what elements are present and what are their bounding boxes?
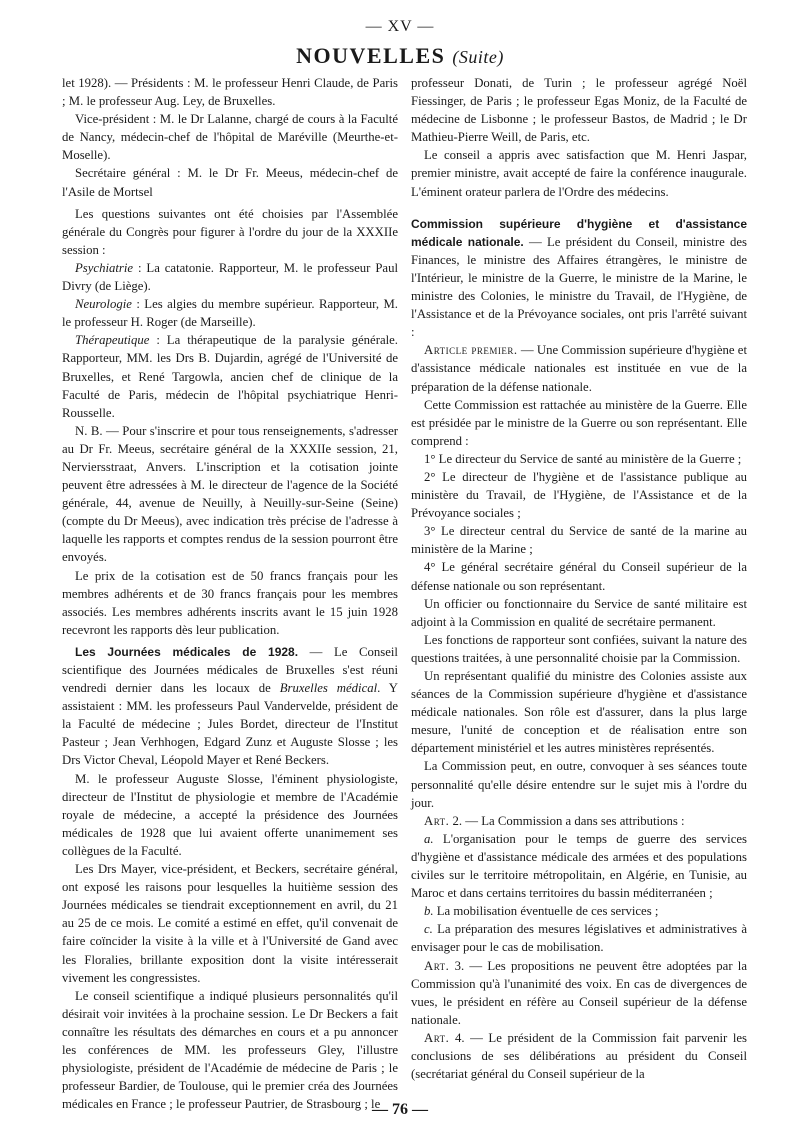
paragraph-text: La préparation des mesures législatives et administratives à envisager pour le cas de mobilisation.	[411, 922, 747, 955]
paragraph	[62, 643, 398, 770]
paragraph-text: . Y assistaient : MM. les professeurs Paul Vandervelde, président de la Faculté de médecine ; Jules Bordet, directeur de l'Institut Pasteur ; Jean Verhhogen, Edgard Zunz et Auguste Slosse ; les Drs Victor Cheval, Léopold Mayer et René Beckers.	[62, 681, 398, 768]
item-letter: c.	[424, 922, 433, 937]
page-number: — 76 —	[372, 1101, 428, 1118]
topic-label: Thérapeutique	[75, 333, 150, 348]
list-item: 1° Le directeur du Service de santé au ministère de la Guerre ;	[424, 451, 742, 466]
paragraph: Secrétaire général : M. le Dr Fr. Meeus, médecin-chef de l'Asile de Mortsel	[62, 166, 398, 199]
paragraph-text: 2. — La Commission a dans ses attributions :	[449, 813, 685, 828]
paragraph: Le conseil a appris avec satisfaction que M. Henri Jaspar, premier ministre, avait accepté de faire la conférence inaugurale. L'éminent orateur parlera de l'Ordre des médecins.	[411, 148, 747, 199]
item-letter: a.	[424, 831, 434, 846]
paragraph: Un officier ou fonctionnaire du Service de santé militaire est adjoint à la Commission en qualité de secrétaire permanent.	[411, 596, 747, 629]
left-column	[62, 74, 398, 1113]
list-item: 2° Le directeur de l'hygiène et de l'assistance publique au ministère du Travail, de l'Hygiène, de l'Assistance et de la Prévoyance sociales ;	[411, 469, 747, 521]
paragraph	[62, 259, 398, 295]
publication-title: Bruxelles médical	[279, 681, 378, 696]
paragraph: La Commission peut, en outre, convoquer à ses séances toute personnalité qu'elle désire entendre sur le sujet mis à l'ordre du jour.	[411, 759, 747, 810]
paragraph-text: La mobilisation éventuelle de ces services ;	[433, 904, 659, 919]
paragraph: Vice-président : M. le Dr Lalanne, chargé de cours à la Faculté de Nancy, médecin-chef de l'hôpital de Maréville (Meurthe-et-Moselle).	[62, 112, 398, 163]
paragraph-text: 3. — Les propositions ne peuvent être adoptées par la Commission qu'à l'unanimité des voix. En cas de divergences de vues, le président en réfère au Conseil supérieur de la défense nationale.	[411, 958, 747, 1027]
paragraph: M. le professeur Auguste Slosse, l'éminent physiologiste, directeur de l'Institut de physiologie et membre de l'Académie royale de médecine, a accepté la présidence des Journées médicales de 1928 que lui avaient offerte unanimement ses collègues de la Faculté.	[62, 771, 398, 858]
article-label: Art.	[424, 1030, 450, 1045]
page-roman-numeral: — XV —	[365, 18, 435, 35]
paragraph: Les Drs Mayer, vice-président, et Beckers, secrétaire général, ont exposé les raisons pour lesquelles la huitième session des Journées médicales se tiendrait exceptionnement en avril, du 21 au 25 de ce mois. Le comité a estimé en effet, qu'il convenait de faire coïncider la visite à la ville et à l'Université de Gand avec les Floralies, brillante exposition dont la visite intéresserait vivement les congressistes.	[62, 862, 398, 985]
paragraph-text: L'organisation pour le temps de guerre des services d'hygiène et d'assistance médicale des armées et des populations civiles sur le territoire métropolitain, en Algérie, en Tunisie, au Maroc et dans certains territoires du bassin méditerranéen ;	[411, 831, 747, 901]
paragraph	[411, 812, 747, 830]
paragraph: Un représentant qualifié du ministre des Colonies assiste aux séances de la Commission supérieure d'hygiène et d'assistance médicale nationales. Son rôle est d'assurer, dans la plus large mesure, l'unité de conception et de réalisation entre son département ministériel et les autres ministères représentés.	[411, 669, 747, 756]
topic-label: Neurologie	[75, 297, 132, 312]
paragraph-text: — Le Conseil scientifique des Journées médicales de Bruxelles s'est réuni vendredi dernier dans les locaux de	[62, 644, 398, 696]
list-item: 3° Le directeur central du Service de santé de la marine au ministère de la Marine ;	[411, 524, 747, 557]
paragraph	[411, 1029, 747, 1083]
paragraph	[62, 295, 398, 331]
topic-text: : La thérapeutique de la paralysie générale. Rapporteur, MM. les Drs B. Dujardin, agrégé de l'Université de Bruxelles, et René Targowla, ancien chef de clinique de la Faculté de Paris, médecin de l'hôpital psychiatrique Henri-Rousselle.	[62, 333, 398, 420]
item-letter: b.	[424, 904, 434, 919]
topic-label: Psychiatrie	[75, 260, 134, 275]
article-label: Article premier.	[424, 343, 518, 358]
paragraph: N. B. — Pour s'inscrire et pour tous renseignements, s'adresser au Dr Fr. Meeus, secrétaire général de la XXXIIe session, 21, Nerviersstraat, Anvers. L'inscription et la cotisation jointe peuvent être adressées à M. le directeur de l'agence de la Société générale, 44, avenue de Neuilly, à Neuilly-sur-Seine (Seine) (compte du Dr Meeus), avec indication très précise de l'adresse à laquelle les rapports et comptes rendus de la session pourront être envoyés.	[62, 423, 398, 565]
section-title	[0, 43, 800, 69]
list-item	[411, 920, 747, 956]
news-headline: Les Journées médicales de 1928.	[75, 644, 299, 659]
paragraph: Les questions suivantes ont été choisies par l'Assemblée générale du Congrès pour figurer à l'ordre du jour de la XXXIIe session :	[62, 206, 398, 257]
article-label: Art.	[424, 958, 450, 973]
paragraph: let 1928). — Présidents : M. le professeur Henri Claude, de Paris ; M. le professeur Aug. Ley, de Bruxelles.	[62, 76, 398, 109]
paragraph-text: — Le président du Conseil, ministre des Finances, le ministre des Affaires étrangères, le ministre de l'Intérieur, le ministre de la Guerre, le ministre de la Marine, le ministre des Colonies, le ministre du Travail, de l'Hygiène, de l'Assistance et de la Prévoyance sociales, ont pris l'arrêté suivant :	[411, 234, 747, 340]
list-item: 4° Le général secrétaire général du Conseil supérieur de la défense nationale ou son représentant.	[411, 560, 747, 593]
right-column	[411, 74, 747, 1083]
paragraph: Le conseil scientifique a indiqué plusieurs personnalités qu'il désirait voir invitées à la prochaine session. Le Dr Beckers a fait connaître les résultats des démarches en cours et a pu annoncer les conférences de MM. les professeurs Gley, l'illustre physiologiste, président de l'Académie de médecine de Paris ; le professeur Bardier, de Toulouse, qui le premier créa des Journées médicales en France ; le professeur Pautrier, de Strasbourg ; le	[62, 988, 398, 1112]
paragraph: professeur Donati, de Turin ; le professeur agrégé Noël Fiessinger, de Paris ; le professeur Egas Moniz, de la Faculté de médecine de Lisbonne ; le professeur Bastos, de Madrid ; le Dr Mathieu-Pierre Weill, de Paris, etc.	[411, 76, 747, 145]
paragraph: Le prix de la cotisation est de 50 francs français pour les membres adhérents et de 30 francs français pour les membres associés. Les membres adhérents inscrits avant le 15 juin 1928 recevront les rapports dès leur publication.	[62, 568, 398, 637]
paragraph: Les fonctions de rapporteur sont confiées, suivant la nature des questions traitées, à une personnalité choisie par la Commission.	[411, 632, 747, 665]
topic-text: : La catatonie. Rapporteur, M. le professeur Paul Divry (de Liège).	[62, 260, 398, 294]
news-headline: Commission supérieure d'hygiène et d'assistance médicale nationale.	[411, 216, 747, 249]
list-item	[411, 902, 747, 920]
topic-text: : Les algies du membre supérieur. Rapporteur, M. le professeur H. Roger (de Marseille).	[62, 297, 398, 330]
section-title-text: NOUVELLES	[296, 43, 446, 68]
paragraph-text: 4. — Le président de la Commission fait parvenir les conclusions de ses délibérations au président du Conseil (secrétariat général du Conseil supérieur de la	[411, 1030, 747, 1082]
paragraph: Cette Commission est rattachée au ministère de la Guerre. Elle est présidée par le ministre de la Guerre ou son représentant. Elle comprend :	[411, 397, 747, 448]
list-item	[411, 830, 747, 902]
paragraph	[62, 331, 398, 421]
paragraph	[411, 215, 747, 342]
paragraph	[411, 957, 747, 1029]
section-title-suffix: (Suite)	[452, 47, 504, 67]
article-label: Art.	[424, 813, 450, 828]
paragraph	[411, 341, 747, 395]
paragraph-text: — Une Commission supérieure d'hygiène et d'assistance médicale nationales est instituée en vue de la préparation de la défense nationale.	[411, 343, 748, 394]
